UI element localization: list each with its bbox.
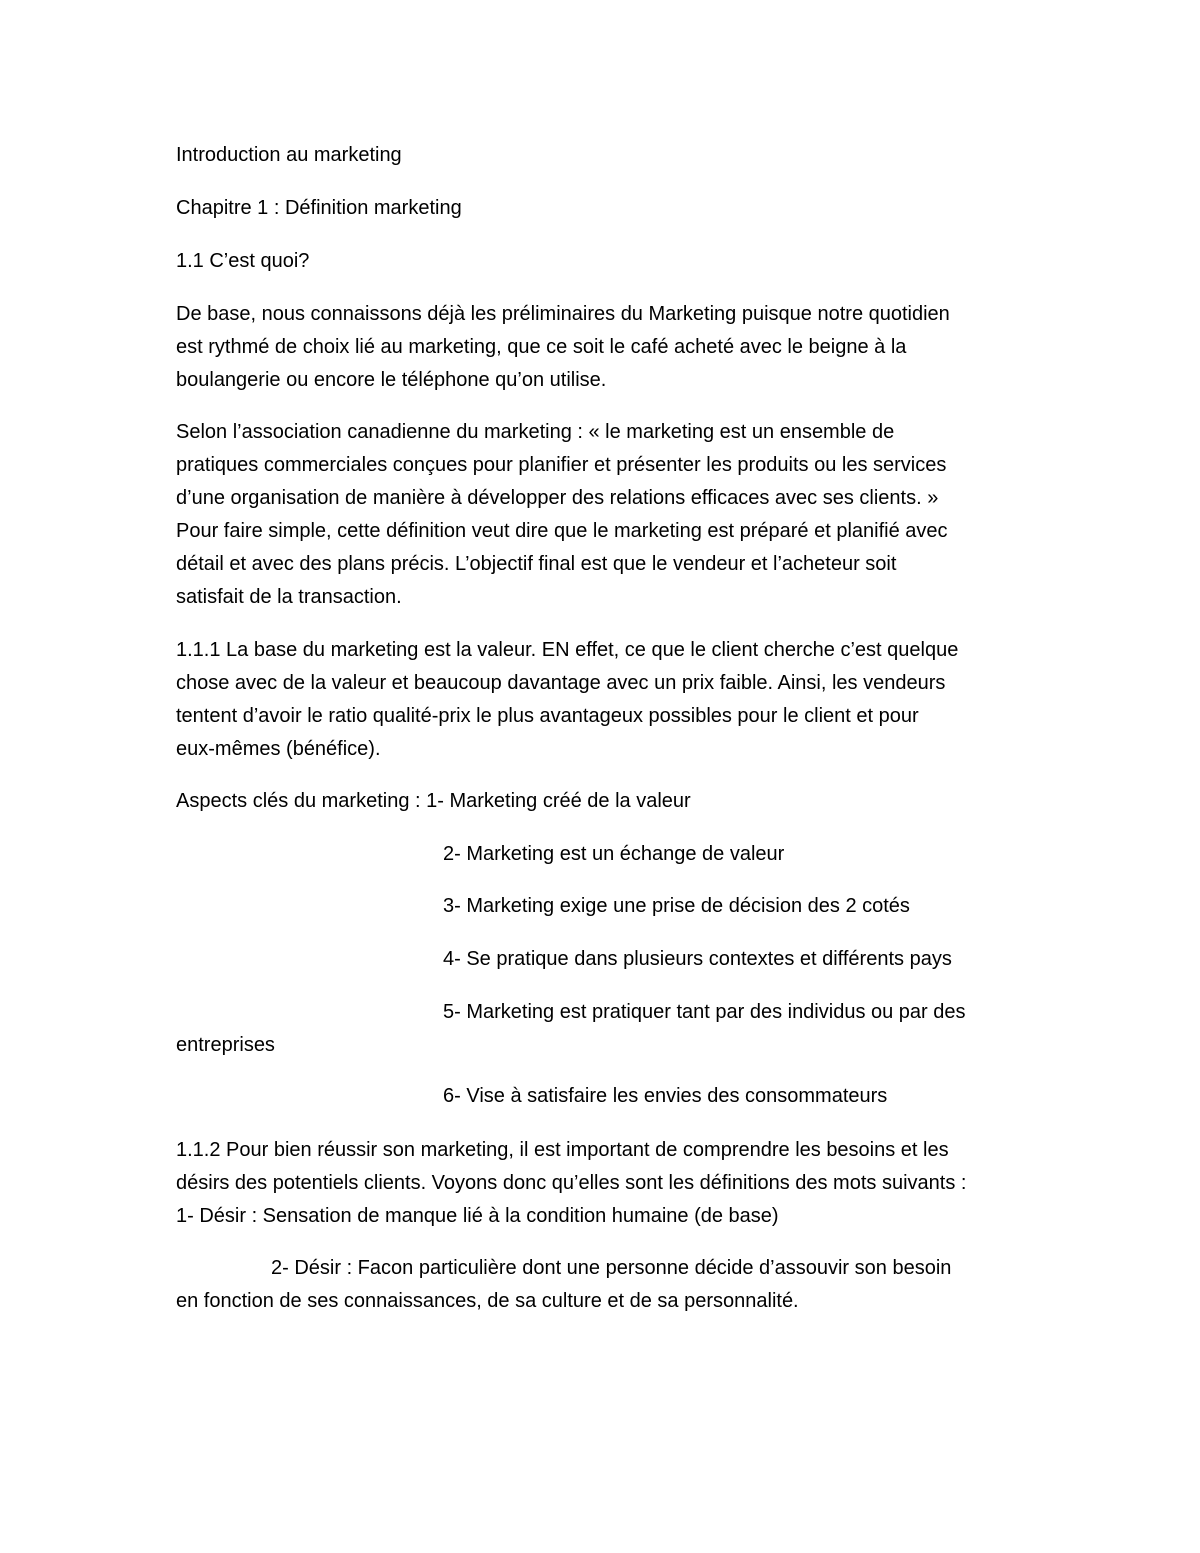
section-heading: 1.1 C’est quoi? <box>176 250 310 272</box>
paragraph-line: 1.1.1 La base du marketing est la valeur. EN effet, ce que le client cherche c’est quelque <box>176 639 959 661</box>
paragraph-line: 2- Désir : Facon particulière dont une personne décide d’assouvir son besoin <box>271 1257 952 1279</box>
aspects-label: Aspects clés du marketing : 1- Marketing créé de la valeur <box>176 790 691 812</box>
paragraph-line: Pour faire simple, cette définition veut dire que le marketing est préparé et planifié avec <box>176 520 948 542</box>
aspect-item: 5- Marketing est pratiquer tant par des individus ou par des <box>443 1001 966 1023</box>
aspect-item: 4- Se pratique dans plusieurs contextes et différents pays <box>443 948 952 970</box>
paragraph-line: 1.1.2 Pour bien réussir son marketing, il est important de comprendre les besoins et les <box>176 1139 949 1161</box>
paragraph-line: désirs des potentiels clients. Voyons donc qu’elles sont les définitions des mots suivants : <box>176 1172 967 1194</box>
document-title: Introduction au marketing <box>176 144 402 166</box>
paragraph-line: eux-mêmes (bénéfice). <box>176 738 381 760</box>
paragraph-line: tentent d’avoir le ratio qualité-prix le plus avantageux possibles pour le client et pour <box>176 705 919 727</box>
chapter-heading: Chapitre 1 : Définition marketing <box>176 197 462 219</box>
paragraph-line: en fonction de ses connaissances, de sa culture et de sa personnalité. <box>176 1290 799 1312</box>
paragraph-line: satisfait de la transaction. <box>176 586 402 608</box>
paragraph-line: boulangerie ou encore le téléphone qu’on utilise. <box>176 369 607 391</box>
paragraph-line: pratiques commerciales conçues pour planifier et présenter les produits ou les services <box>176 454 947 476</box>
paragraph-line: chose avec de la valeur et beaucoup davantage avec un prix faible. Ainsi, les vendeurs <box>176 672 946 694</box>
paragraph-line: 1- Désir : Sensation de manque lié à la condition humaine (de base) <box>176 1205 779 1227</box>
paragraph-line: est rythmé de choix lié au marketing, que ce soit le café acheté avec le beigne à la <box>176 336 907 358</box>
aspect-item: 6- Vise à satisfaire les envies des consommateurs <box>443 1085 888 1107</box>
paragraph-line: détail et avec des plans précis. L’objectif final est que le vendeur et l’acheteur soit <box>176 553 897 575</box>
aspect-item: 3- Marketing exige une prise de décision des 2 cotés <box>443 895 910 917</box>
aspect-item-continuation: entreprises <box>176 1034 275 1056</box>
aspect-item: 2- Marketing est un échange de valeur <box>443 843 785 865</box>
paragraph-line: De base, nous connaissons déjà les préliminaires du Marketing puisque notre quotidien <box>176 303 950 325</box>
paragraph-line: d’une organisation de manière à développer des relations efficaces avec ses clients. » <box>176 487 939 509</box>
paragraph-line: Selon l’association canadienne du marketing : « le marketing est un ensemble de <box>176 421 895 443</box>
